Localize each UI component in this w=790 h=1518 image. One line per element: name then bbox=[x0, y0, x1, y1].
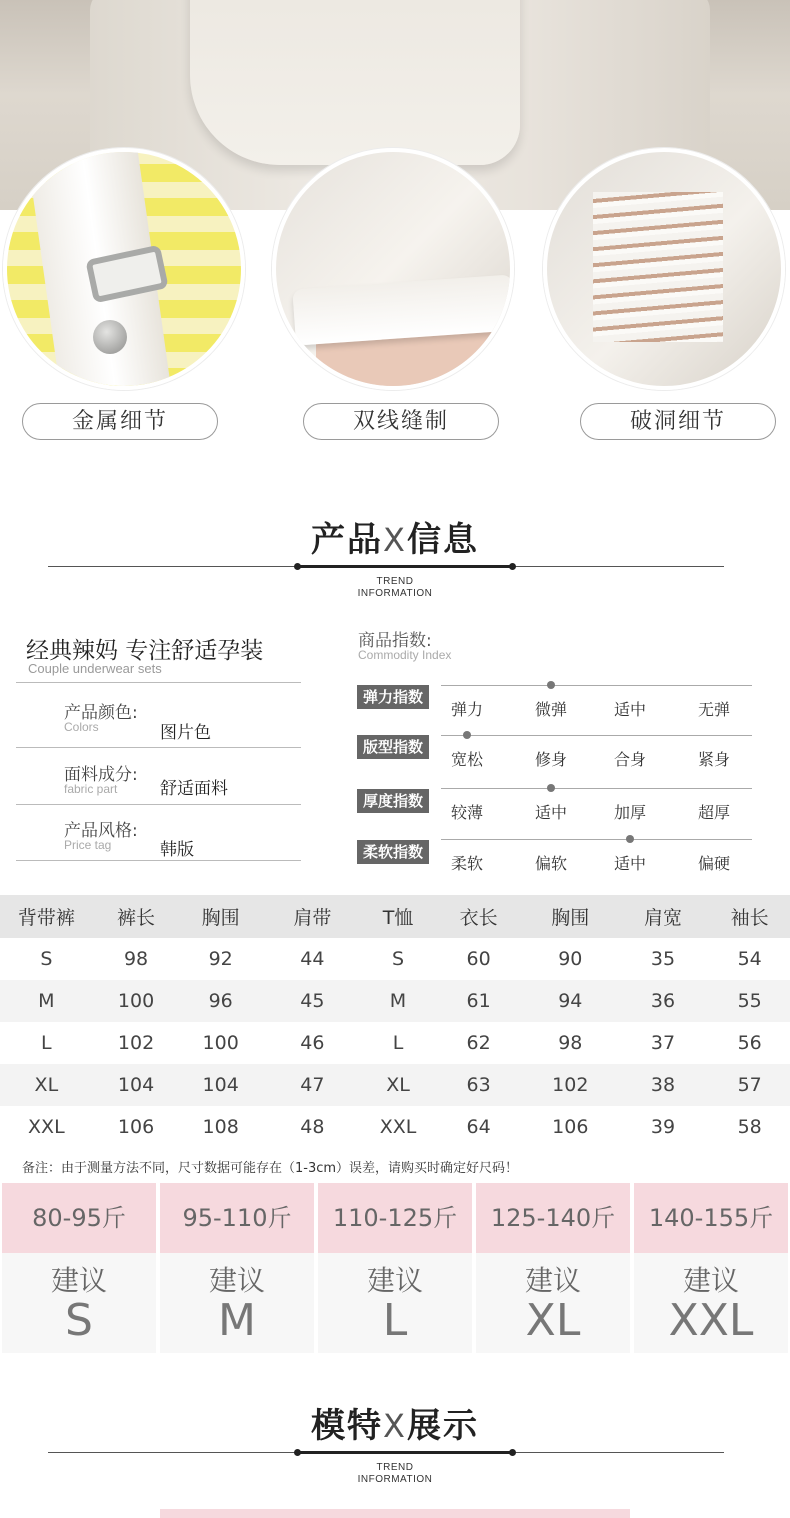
table-cell: 47 bbox=[262, 1064, 363, 1106]
weight-recommendation-body bbox=[2, 1253, 156, 1353]
index-tag: 厚度指数 bbox=[357, 789, 429, 813]
index-marker bbox=[547, 784, 555, 792]
divider bbox=[16, 682, 301, 683]
index-option: 宽松 bbox=[450, 750, 483, 769]
table-cell: L bbox=[392, 1032, 404, 1054]
index-label-en: Commodity Index bbox=[358, 648, 452, 662]
index-scale-line bbox=[441, 788, 752, 789]
attr-style-en: Price tag bbox=[64, 838, 112, 852]
detail-label-ripped: 破洞细节 bbox=[580, 403, 776, 440]
table-row bbox=[0, 980, 790, 1022]
section-divider bbox=[48, 1452, 724, 1453]
table-cell: 36 bbox=[617, 980, 710, 1022]
attr-style-label: 产品风格: bbox=[64, 821, 138, 841]
recommend-label: 建议 bbox=[50, 1264, 107, 1297]
header-cell: 肩带 bbox=[262, 895, 363, 938]
section-subtitle: TREND INFORMATION bbox=[357, 1462, 433, 1485]
weight-range: 125-140斤 bbox=[476, 1183, 630, 1253]
index-option: 适中 bbox=[534, 803, 567, 822]
table-cell: 98 bbox=[123, 948, 149, 970]
header-cell: 袖长 bbox=[709, 895, 790, 938]
detail-label-stitch: 双线缝制 bbox=[303, 403, 499, 440]
table-cell: XL bbox=[0, 1064, 93, 1106]
attr-color-en: Colors bbox=[64, 720, 99, 734]
index-scale-line bbox=[441, 685, 752, 686]
index-scale-line bbox=[441, 735, 752, 736]
index-tag: 版型指数 bbox=[357, 735, 429, 759]
section-divider bbox=[48, 566, 724, 567]
divider bbox=[16, 860, 301, 861]
weight-recommendation-body bbox=[160, 1253, 314, 1353]
table-cell: XL bbox=[363, 1064, 434, 1106]
pocket-detail bbox=[190, 0, 520, 165]
table-cell: 63 bbox=[433, 1064, 524, 1106]
table-cell: 98 bbox=[558, 1032, 583, 1054]
table-cell: 46 bbox=[300, 1032, 325, 1054]
attr-fabric-en: fabric part bbox=[64, 782, 118, 796]
section-title-model: 模特X展示 bbox=[311, 1406, 479, 1446]
weight-card bbox=[476, 1183, 630, 1353]
weight-card bbox=[318, 1183, 472, 1353]
table-cell: S bbox=[40, 948, 53, 970]
index-option: 柔软 bbox=[450, 854, 483, 873]
table-cell: 60 bbox=[466, 948, 491, 970]
index-option: 加厚 bbox=[613, 803, 646, 822]
metal-detail-photo bbox=[3, 148, 245, 390]
weight-range: 140-155斤 bbox=[634, 1183, 788, 1253]
product-tagline: 经典辣妈 专注舒适孕装 bbox=[26, 638, 264, 664]
index-option: 超厚 bbox=[697, 803, 730, 822]
index-option: 修身 bbox=[534, 750, 567, 769]
index-option: 弹力 bbox=[450, 700, 483, 719]
table-cell: 55 bbox=[709, 980, 790, 1022]
weight-recommendation-body bbox=[634, 1253, 788, 1353]
table-cell: 96 bbox=[179, 980, 262, 1022]
attr-color-value: 图片色 bbox=[160, 723, 211, 743]
table-row bbox=[0, 938, 790, 980]
model-photo-frame bbox=[160, 1509, 630, 1518]
index-marker bbox=[626, 835, 634, 843]
table-cell: 38 bbox=[617, 1064, 710, 1106]
index-option: 偏软 bbox=[534, 854, 567, 873]
index-option: 较薄 bbox=[450, 803, 483, 822]
recommended-size: S bbox=[65, 1295, 93, 1346]
table-cell: S bbox=[391, 948, 405, 970]
table-cell: 100 bbox=[202, 1032, 239, 1054]
table-cell: 106 bbox=[117, 1116, 155, 1138]
size-table bbox=[0, 895, 790, 1148]
index-option: 适中 bbox=[613, 700, 646, 719]
index-option: 微弹 bbox=[534, 700, 567, 719]
table-cell: XXL bbox=[379, 1116, 417, 1138]
table-cell: M bbox=[363, 980, 434, 1022]
weight-range: 80-95斤 bbox=[2, 1183, 156, 1253]
table-cell: 94 bbox=[524, 980, 617, 1022]
index-option: 紧身 bbox=[697, 750, 730, 769]
recommended-size: XL bbox=[525, 1295, 581, 1346]
weight-card bbox=[2, 1183, 156, 1353]
table-cell: 37 bbox=[650, 1032, 676, 1054]
recommend-label: 建议 bbox=[208, 1264, 265, 1297]
table-cell: 64 bbox=[466, 1116, 491, 1138]
header-cell: 裤长 bbox=[93, 895, 180, 938]
weight-range: 95-110斤 bbox=[160, 1183, 314, 1253]
size-table-header bbox=[0, 895, 790, 938]
recommended-size: L bbox=[382, 1295, 408, 1346]
header-cell: 胸围 bbox=[524, 895, 617, 938]
ripped-hole bbox=[593, 192, 723, 342]
recommended-size: XXL bbox=[668, 1295, 754, 1346]
index-option: 偏硬 bbox=[697, 854, 730, 873]
table-cell: 106 bbox=[552, 1116, 589, 1138]
product-tagline-en: Couple underwear sets bbox=[28, 661, 162, 676]
section-subtitle: TREND INFORMATION bbox=[357, 576, 433, 599]
table-cell: 90 bbox=[558, 948, 583, 970]
index-tag: 弹力指数 bbox=[357, 685, 429, 709]
recommended-size: M bbox=[218, 1295, 256, 1346]
double-stitch-photo bbox=[272, 148, 514, 390]
table-row bbox=[0, 1106, 790, 1148]
recommend-label: 建议 bbox=[682, 1264, 739, 1297]
metal-button-icon bbox=[93, 320, 127, 354]
table-cell: 108 bbox=[202, 1116, 239, 1138]
table-cell: 102 bbox=[524, 1064, 617, 1106]
index-option: 合身 bbox=[613, 750, 646, 769]
section-title-info: 产品X信息 bbox=[311, 520, 479, 560]
table-cell: L bbox=[41, 1032, 52, 1054]
index-label: 商品指数: bbox=[358, 631, 432, 651]
table-cell: 57 bbox=[709, 1064, 790, 1106]
table-cell: 104 bbox=[93, 1064, 180, 1106]
index-option: 适中 bbox=[613, 854, 646, 873]
table-cell: XXL bbox=[28, 1116, 65, 1138]
table-cell: 45 bbox=[262, 980, 363, 1022]
table-row bbox=[0, 1064, 790, 1106]
table-cell: 58 bbox=[737, 1116, 762, 1138]
table-cell: 100 bbox=[93, 980, 180, 1022]
table-cell: 44 bbox=[300, 948, 325, 970]
recommend-label: 建议 bbox=[366, 1264, 423, 1297]
divider bbox=[16, 804, 301, 805]
weight-card bbox=[634, 1183, 788, 1353]
attr-style-value: 韩版 bbox=[160, 840, 194, 860]
index-marker bbox=[463, 731, 471, 739]
header-cell: 胸围 bbox=[179, 895, 262, 938]
index-marker bbox=[547, 681, 555, 689]
divider bbox=[16, 747, 301, 748]
detail-label-metal: 金属细节 bbox=[22, 403, 218, 440]
table-cell: 54 bbox=[737, 948, 762, 970]
table-cell: 48 bbox=[300, 1116, 325, 1138]
weight-recommendation-body bbox=[476, 1253, 630, 1353]
weight-recommendation-body bbox=[318, 1253, 472, 1353]
header-cell: 衣长 bbox=[433, 895, 524, 938]
table-cell: 61 bbox=[433, 980, 524, 1022]
table-cell: 92 bbox=[208, 948, 233, 970]
weight-card bbox=[160, 1183, 314, 1353]
header-cell: 背带裤 bbox=[0, 895, 93, 938]
ripped-detail-photo bbox=[543, 148, 785, 390]
size-table-body bbox=[0, 938, 790, 1148]
attr-fabric-label: 面料成分: bbox=[64, 765, 138, 785]
attr-color-label: 产品颜色: bbox=[64, 703, 138, 723]
index-scale-line bbox=[441, 839, 752, 840]
table-cell: 102 bbox=[117, 1032, 155, 1054]
index-option: 无弹 bbox=[697, 700, 730, 719]
table-row bbox=[0, 1022, 790, 1064]
table-cell: M bbox=[0, 980, 93, 1022]
weight-range: 110-125斤 bbox=[318, 1183, 472, 1253]
size-note: 备注：由于测量方法不同，尺寸数据可能存在（1-3cm）误差，请购买时确定好尺码！ bbox=[22, 1161, 519, 1176]
table-cell: 62 bbox=[466, 1032, 491, 1054]
table-cell: 39 bbox=[650, 1116, 676, 1138]
recommend-label: 建议 bbox=[524, 1264, 581, 1297]
table-cell: 35 bbox=[650, 948, 676, 970]
table-cell: 104 bbox=[179, 1064, 262, 1106]
header-cell: 肩宽 bbox=[617, 895, 710, 938]
header-cell: T恤 bbox=[363, 895, 434, 938]
table-cell: 56 bbox=[737, 1032, 762, 1054]
index-tag: 柔软指数 bbox=[357, 840, 429, 864]
attr-fabric-value: 舒适面料 bbox=[160, 779, 228, 799]
